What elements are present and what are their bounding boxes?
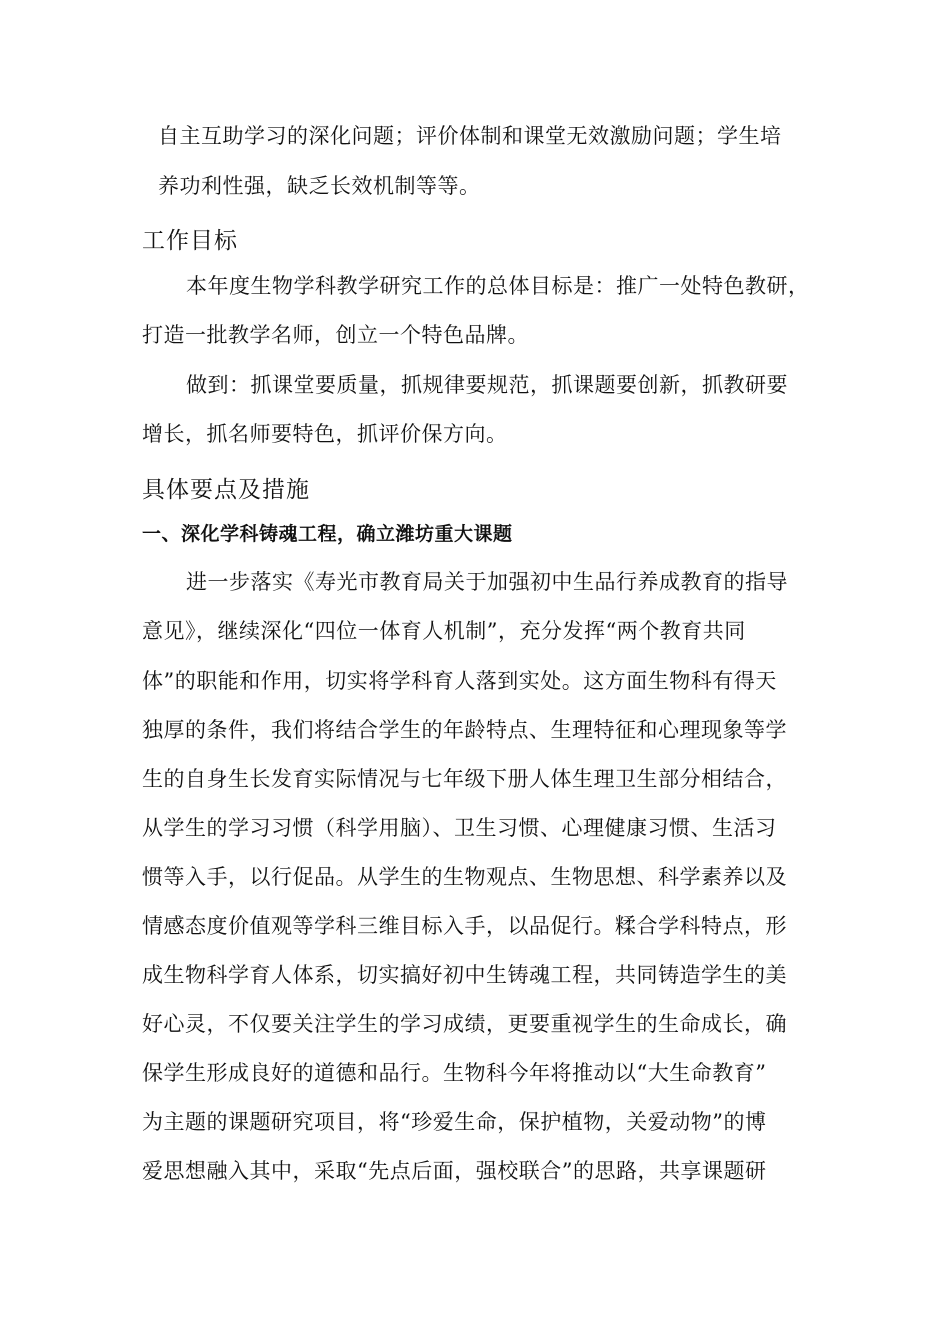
goals-line-3: 做到：抓课堂要质量，抓规律要规范，抓课题要创新，抓教研要 [186,373,788,397]
measures-line-3: 体”的职能和作用，切实将学科育人落到实处。这方面生物科有得天 [142,669,777,693]
measures-line-5: 生的自身生长发育实际情况与七年级下册人体生理卫生部分相结合， [142,767,787,791]
measures-line-11: 保学生形成良好的道德和品行。生物科今年将推动以“大生命教育” [142,1061,767,1085]
measures-line-10: 好心灵，不仅要关注学生的学习成绩，更要重视学生的生命成长，确 [142,1012,787,1036]
measures-line-2: 意见》，继续深化“四位一体育人机制”，充分发挥“两个教育共同 [142,619,746,643]
measures-line-1: 进一步落实《寿光市教育局关于加强初中生品行养成教育的指导 [186,570,788,594]
section-heading-measures: 具体要点及措施 [142,477,310,503]
measures-line-9: 成生物科学育人体系，切实搞好初中生铸魂工程，共同铸造学生的美 [142,963,787,987]
measures-line-6: 从学生的学习习惯（科学用脑）、卫生习惯、心理健康习惯、生活习 [142,816,777,840]
subheading-1: 一、深化学科铸魂工程，确立潍坊重大课题 [142,523,513,545]
goals-line-4: 增长，抓名师要特色，抓评价保方向。 [142,422,508,446]
measures-line-12: 为主题的课题研究项目，将“珍爱生命，保护植物，关爱动物”的博 [142,1110,767,1134]
measures-line-8: 情感态度价值观等学科三维目标入手，以品促行。糅合学科特点，形 [142,914,787,938]
intro-line-1: 自主互助学习的深化问题；评价体制和课堂无效激励问题；学生培 [158,124,782,148]
section-heading-goals: 工作目标 [142,228,238,254]
intro-line-2: 养功利性强，缺乏长效机制等等。 [158,174,481,198]
measures-line-4: 独厚的条件，我们将结合学生的年龄特点、生理特征和心理现象等学 [142,718,787,742]
goals-line-2: 打造一批教学名师，创立一个特色品牌。 [142,323,529,347]
measures-line-7: 惯等入手，以行促品。从学生的生物观点、生物思想、科学素养以及 [142,865,787,889]
measures-line-13: 爱思想融入其中，采取“先点后面，强校联合”的思路，共享课题研 [142,1159,767,1183]
goals-line-1: 本年度生物学科教学研究工作的总体目标是：推广一处特色教研， [186,274,810,298]
